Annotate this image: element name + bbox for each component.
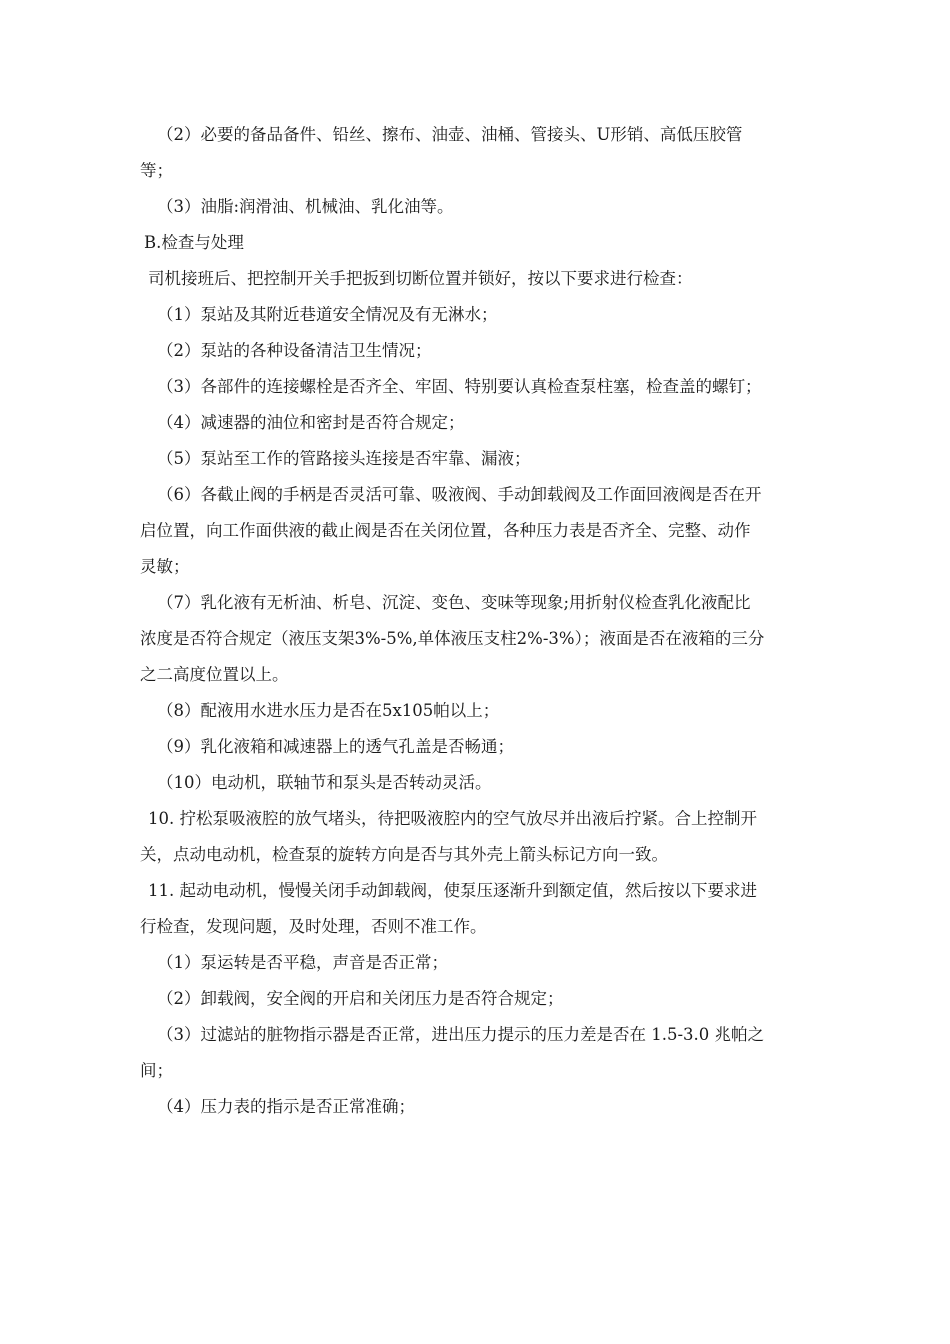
list-item: （2）卸载阀，安全阀的开启和关闭压力是否符合规定； — [157, 989, 564, 1008]
text-line: （3）油脂:润滑油、机械油、乳化油等。 — [157, 197, 454, 216]
list-item: （1）泵站及其附近巷道安全情况及有无淋水； — [157, 305, 498, 324]
numbered-step: 11. 起动电动机，慢慢关闭手动卸载阀，使泵压逐渐升到额定值，然后按以下要求进 — [148, 881, 757, 900]
list-item: （5）泵站至工作的管路接头连接是否牢靠、漏液； — [157, 449, 531, 468]
list-item: （2）泵站的各种设备清洁卫生情况； — [157, 341, 432, 360]
text-line: （2）必要的备品备件、铅丝、擦布、油壶、油桶、管接头、U形销、高低压胶管 — [157, 125, 743, 144]
list-item: （3）过滤站的脏物指示器是否正常，进出压力提示的压力差是否在 1.5-3.0 兆帕之 — [157, 1025, 765, 1044]
list-item: （9）乳化液箱和减速器上的透气孔盖是否畅通； — [157, 737, 514, 756]
text-line: 间； — [140, 1061, 173, 1080]
text-line: 启位置，向工作面供液的截止阀是否在关闭位置，各种压力表是否齐全、完整、动作 — [140, 521, 751, 540]
list-item: （1）泵运转是否平稳，声音是否正常； — [157, 953, 448, 972]
text-line: 等； — [140, 161, 173, 180]
list-item: （8）配液用水进水压力是否在5x105帕以上； — [157, 701, 500, 720]
list-item: （7）乳化液有无析油、析皂、沉淀、变色、变味等现象;用折射仪检查乳化液配比 — [157, 593, 751, 612]
text-line: 灵敏； — [140, 557, 190, 576]
list-item: （3）各部件的连接螺栓是否齐全、牢固、特别要认真检查泵柱塞，检查盖的螺钉； — [157, 377, 762, 396]
numbered-step: 10. 拧松泵吸液腔的放气堵头，待把吸液腔内的空气放尽并出液后拧紧。合上控制开 — [148, 809, 757, 828]
list-item: （4）压力表的指示是否正常准确； — [157, 1097, 415, 1116]
text-line: 关，点动电动机，检查泵的旋转方向是否与其外壳上箭头标记方向一致。 — [140, 845, 668, 864]
list-item: （4）减速器的油位和密封是否符合规定； — [157, 413, 465, 432]
text-line: 浓度是否符合规定（液压支架3%-5%,单体液压支柱2%-3%）；液面是否在液箱的三分 — [140, 629, 765, 648]
document-body — [140, 117, 820, 1125]
list-item: （10）电动机，联轴节和泵头是否转动灵活。 — [157, 773, 492, 792]
section-heading: B.检查与处理 — [144, 233, 244, 252]
text-line: 行检查，发现问题，及时处理，否则不准工作。 — [140, 917, 487, 936]
text-line: 之二高度位置以上。 — [140, 665, 289, 684]
text-line: 司机接班后、把控制开关手把扳到切断位置并锁好，按以下要求进行检查： — [148, 269, 693, 288]
list-item: （6）各截止阀的手柄是否灵活可靠、吸液阀、手动卸载阀及工作面回液阀是否在开 — [157, 485, 762, 504]
